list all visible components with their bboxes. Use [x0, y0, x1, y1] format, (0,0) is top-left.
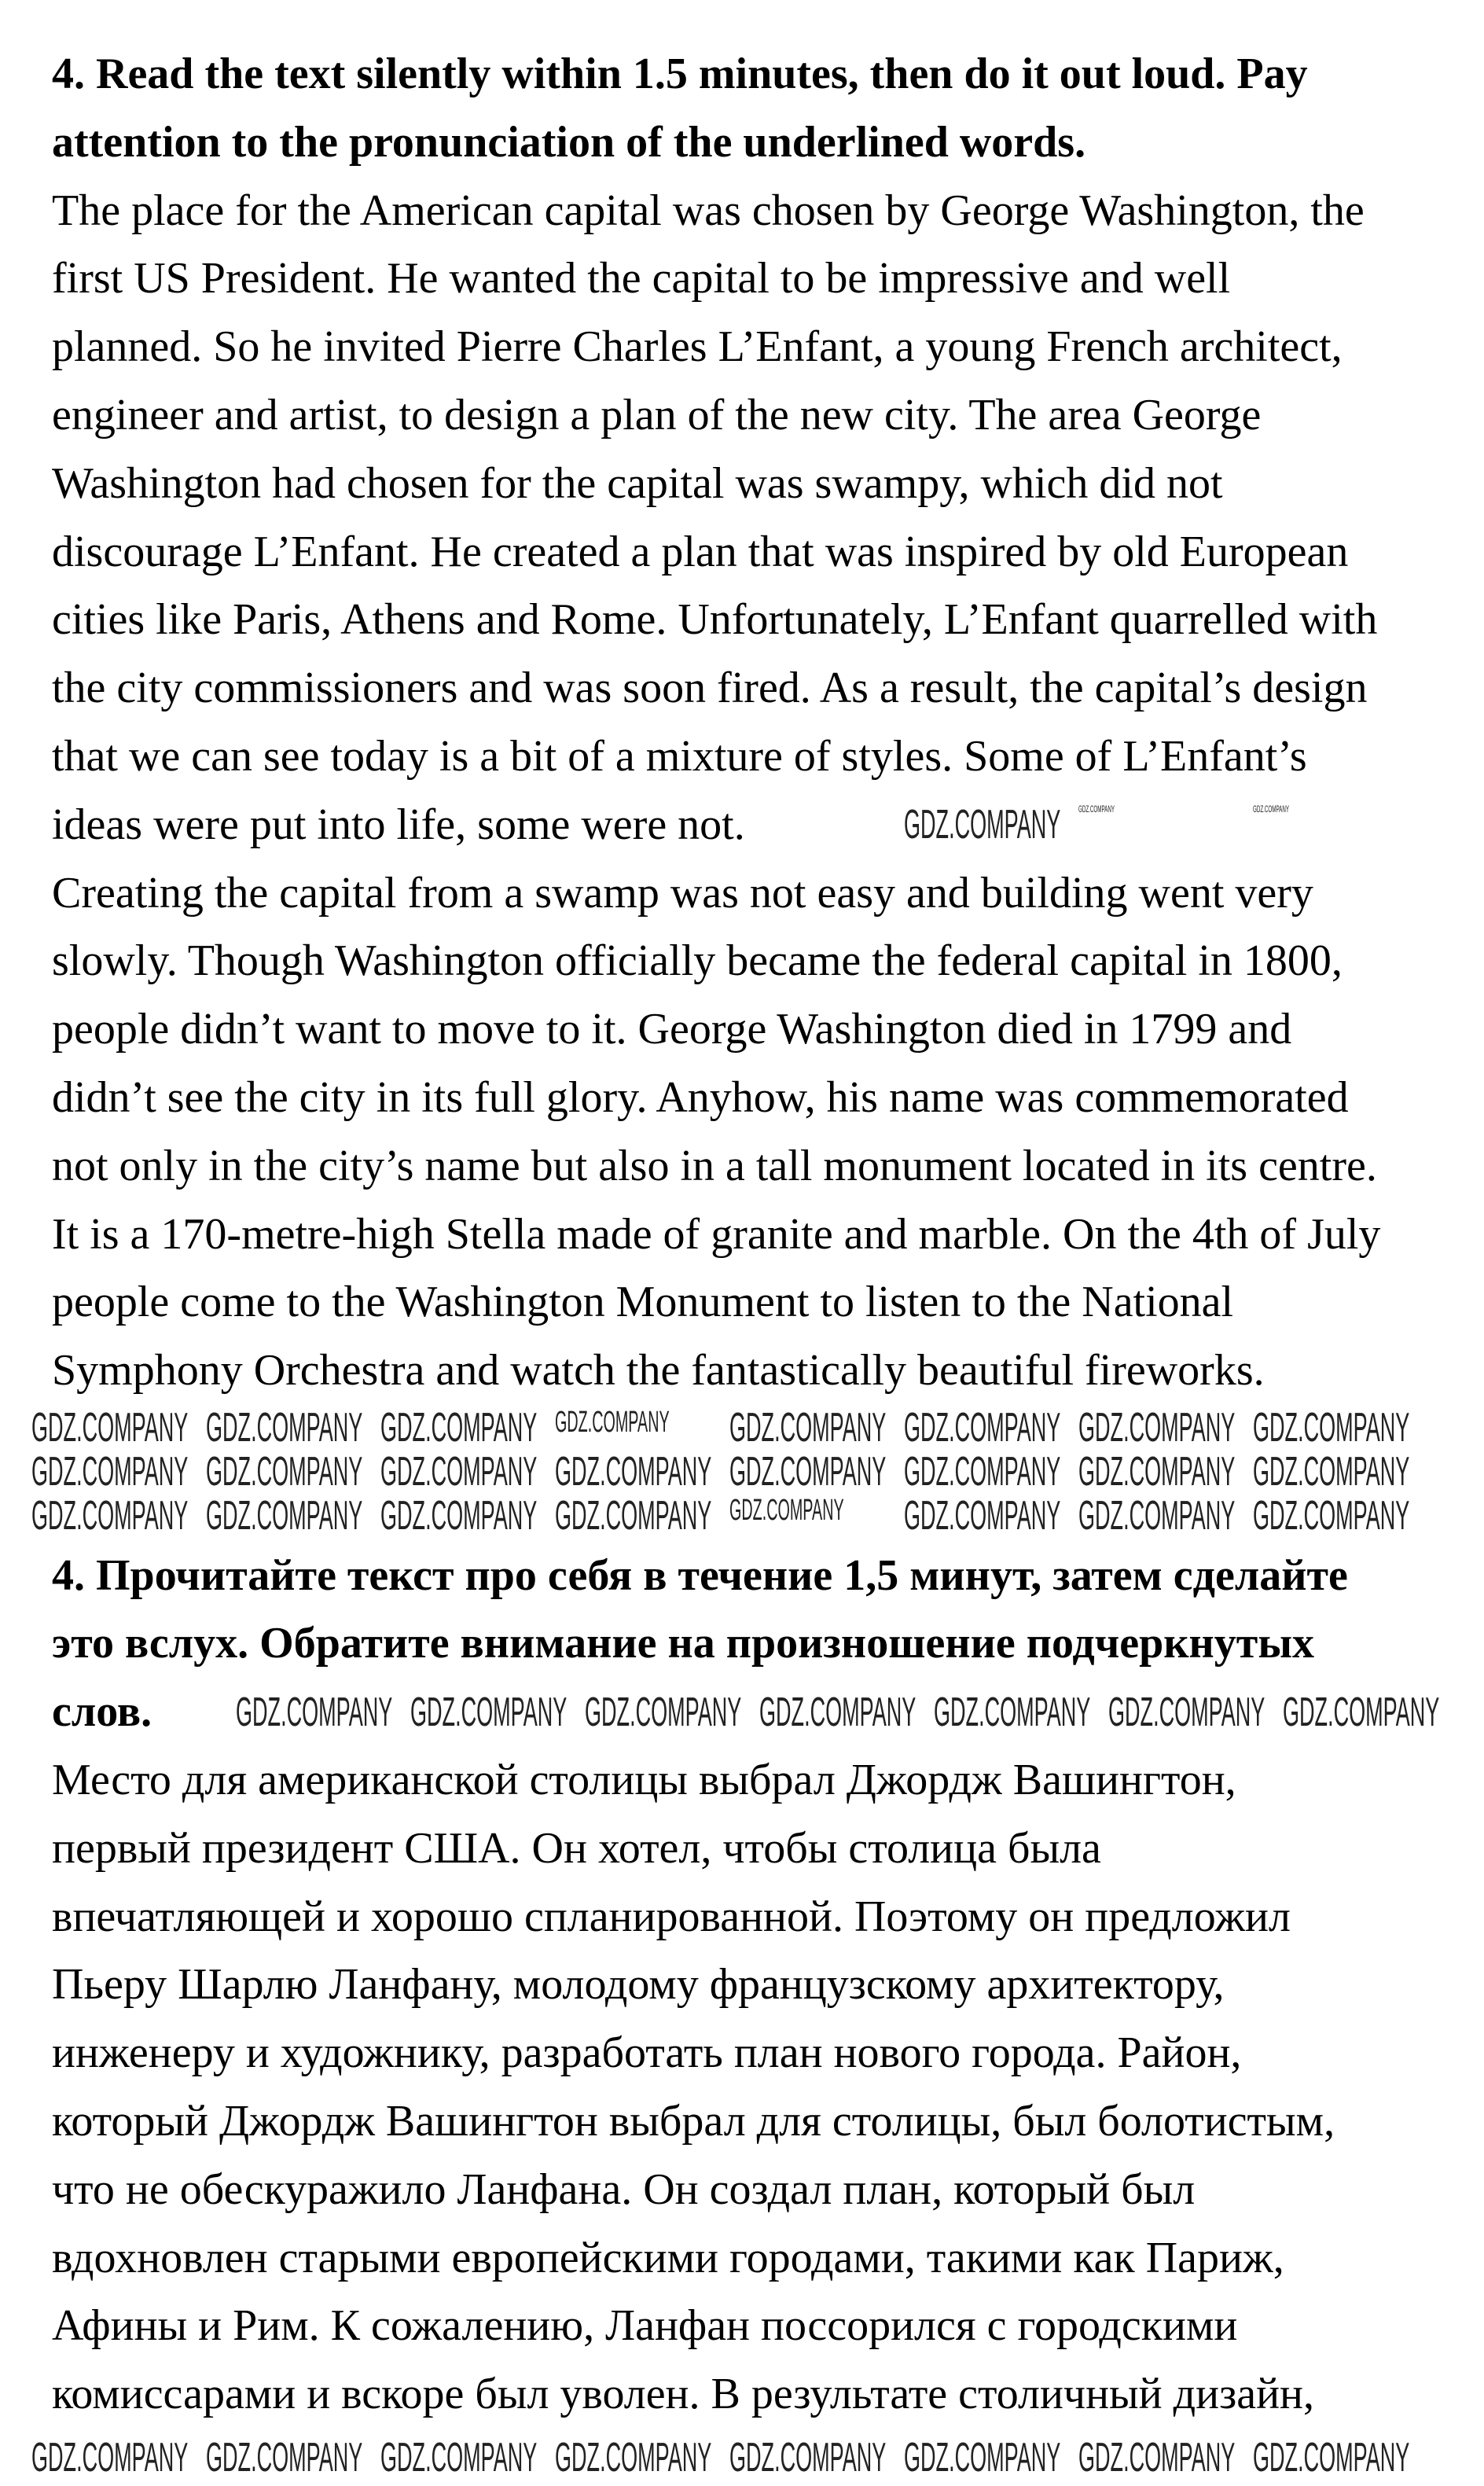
- heading-line: это вслух. Обратите внимание на произношение подчеркнутых: [52, 1619, 1315, 1668]
- text-line: cities like Paris, Athens and Rome. Unfortunately, L’Enfant quarrelled with: [52, 595, 1378, 645]
- watermark: GDZ.COMPANY: [729, 1494, 844, 1527]
- watermark: GDZ.COMPANY: [236, 1690, 393, 1735]
- watermark: GDZ.COMPANY: [1108, 1690, 1265, 1735]
- text-line: Место для американской столицы выбрал Джордж Вашингтон,: [52, 1755, 1236, 1804]
- text-line: что не обескуражило Ланфана. Он создал план, который был: [52, 2164, 1196, 2214]
- text-line: It is a 170-metre-high Stella made of granite and marble. On the 4th of July: [52, 1209, 1381, 1259]
- text-line: комиссарами и вскоре был уволен. В результате столичный дизайн,: [52, 2370, 1315, 2419]
- watermark: GDZ.COMPANY: [410, 1690, 568, 1735]
- text-line: people didn’t want to move to it. George Washington died in 1799 and: [52, 1005, 1292, 1054]
- russian-body: [52, 1746, 1468, 2429]
- text-line: engineer and artist, to design a plan of the new city. The area George: [52, 390, 1262, 439]
- text-line: Washington had chosen for the capital was swampy, which did not: [52, 458, 1223, 508]
- watermark: GDZ.COMPANY: [1078, 1493, 1236, 1539]
- heading-line: слов.: [52, 1687, 152, 1737]
- document-page: [52, 40, 1468, 2429]
- english-heading: [52, 40, 1468, 177]
- english-section: [52, 40, 1468, 1405]
- watermark: GDZ.COMPANY: [1078, 2435, 1236, 2480]
- text-line: slowly. Though Washington officially became the federal capital in 1800,: [52, 936, 1343, 986]
- watermark: GDZ.COMPANY: [904, 1449, 1061, 1495]
- watermark: GDZ.COMPANY: [1253, 1493, 1410, 1539]
- watermark: GDZ.COMPANY: [380, 1493, 538, 1539]
- text-line: инженеру и художнику, разработать план нового города. Район,: [52, 2028, 1242, 2078]
- text-line: Пьеру Шарлю Ланфану, молодому французскому архитектору,: [52, 1960, 1225, 2010]
- watermark: GDZ.COMPANY: [380, 1449, 538, 1495]
- text-line: впечатляющей и хорошо спланированной. Поэтому он предложил: [52, 1892, 1291, 1941]
- watermark: GDZ.COMPANY: [206, 2435, 363, 2480]
- watermark: GDZ.COMPANY: [206, 1493, 363, 1539]
- watermark: GDZ.COMPANY: [555, 2435, 712, 2480]
- text-line: people come to the Washington Monument to listen to the National: [52, 1278, 1234, 1327]
- watermark: GDZ.COMPANY: [1078, 1449, 1236, 1495]
- text-line: discourage L’Enfant. He created a plan that was inspired by old European: [52, 527, 1349, 576]
- watermark: GDZ.COMPANY: [759, 1690, 916, 1735]
- text-line: Афины и Рим. К сожалению, Ланфан поссорился с городскими: [52, 2301, 1238, 2351]
- watermark: GDZ.COMPANY: [31, 1405, 189, 1451]
- text-line: didn’t see the city in its full glory. Anyhow, his name was commemorated: [52, 1072, 1349, 1122]
- watermark: GDZ.COMPANY: [555, 1493, 712, 1539]
- text-line: первый президент США. Он хотел, чтобы столица была: [52, 1823, 1101, 1873]
- watermark: GDZ.COMPANY: [380, 2435, 538, 2480]
- heading-line: 4. Read the text silently within 1.5 minutes, then do it out loud. Pay: [52, 50, 1308, 98]
- text-line: that we can see today is a bit of a mixture of styles. Some of L’Enfant’s: [52, 731, 1307, 781]
- watermark: GDZ.COMPANY: [904, 1493, 1061, 1539]
- text-line: The place for the American capital was chosen by George Washington, the: [52, 186, 1365, 235]
- text-line: который Джордж Вашингтон выбрал для столицы, был болотистым,: [52, 2096, 1335, 2146]
- text-line: Symphony Orchestra and watch the fantastically beautiful fireworks.: [52, 1346, 1265, 1396]
- heading-line: 4. Прочитайте текст про себя в течение 1,5 минут, затем сделайте: [52, 1550, 1348, 1600]
- watermark: GDZ.COMPANY: [729, 1405, 887, 1451]
- watermark: GDZ.COMPANY: [31, 1493, 189, 1539]
- watermark: GDZ.COMPANY: [31, 1449, 189, 1495]
- watermark: GDZ.COMPANY: [1078, 804, 1115, 815]
- text-line: вдохновлен старыми европейскими городами, такими как Париж,: [52, 2233, 1284, 2282]
- watermark: GDZ.COMPANY: [1253, 1405, 1410, 1451]
- text-line: Creating the capital from a swamp was not easy and building went very: [52, 868, 1313, 918]
- watermark: GDZ.COMPANY: [1253, 1449, 1410, 1495]
- text-line: the city commissioners and was soon fired. As a result, the capital’s design: [52, 664, 1368, 713]
- watermark: GDZ.COMPANY: [729, 1449, 887, 1495]
- watermark: GDZ.COMPANY: [934, 1690, 1091, 1735]
- text-line: not only in the city’s name but also in a tall monument located in its centre.: [52, 1141, 1377, 1190]
- watermark: GDZ.COMPANY: [585, 1690, 742, 1735]
- watermark: GDZ.COMPANY: [1253, 2435, 1410, 2480]
- text-line: ideas were put into life, some were not.: [52, 800, 745, 849]
- watermark: GDZ.COMPANY: [31, 2435, 189, 2480]
- watermark: GDZ.COMPANY: [1283, 1690, 1440, 1735]
- text-line: planned. So he invited Pierre Charles L’Enfant, a young French architect,: [52, 322, 1343, 372]
- watermark: GDZ.COMPANY: [904, 1405, 1061, 1451]
- heading-line: attention to the pronunciation of the underlined words.: [52, 117, 1086, 167]
- watermark: GDZ.COMPANY: [1078, 1405, 1236, 1451]
- watermark: GDZ.COMPANY: [206, 1405, 363, 1451]
- watermark: GDZ.COMPANY: [206, 1449, 363, 1495]
- english-body: [52, 177, 1468, 1405]
- watermark: GDZ.COMPANY: [555, 1406, 670, 1439]
- watermark: GDZ.COMPANY: [380, 1405, 538, 1451]
- watermark: GDZ.COMPANY: [904, 2435, 1061, 2480]
- text-line: first US President. He wanted the capital to be impressive and well: [52, 254, 1231, 303]
- watermark: GDZ.COMPANY: [1253, 804, 1289, 815]
- watermark: GDZ.COMPANY: [555, 1449, 712, 1495]
- watermark: GDZ.COMPANY: [904, 802, 1061, 848]
- russian-section: [52, 1542, 1468, 2429]
- watermark: GDZ.COMPANY: [729, 2435, 887, 2480]
